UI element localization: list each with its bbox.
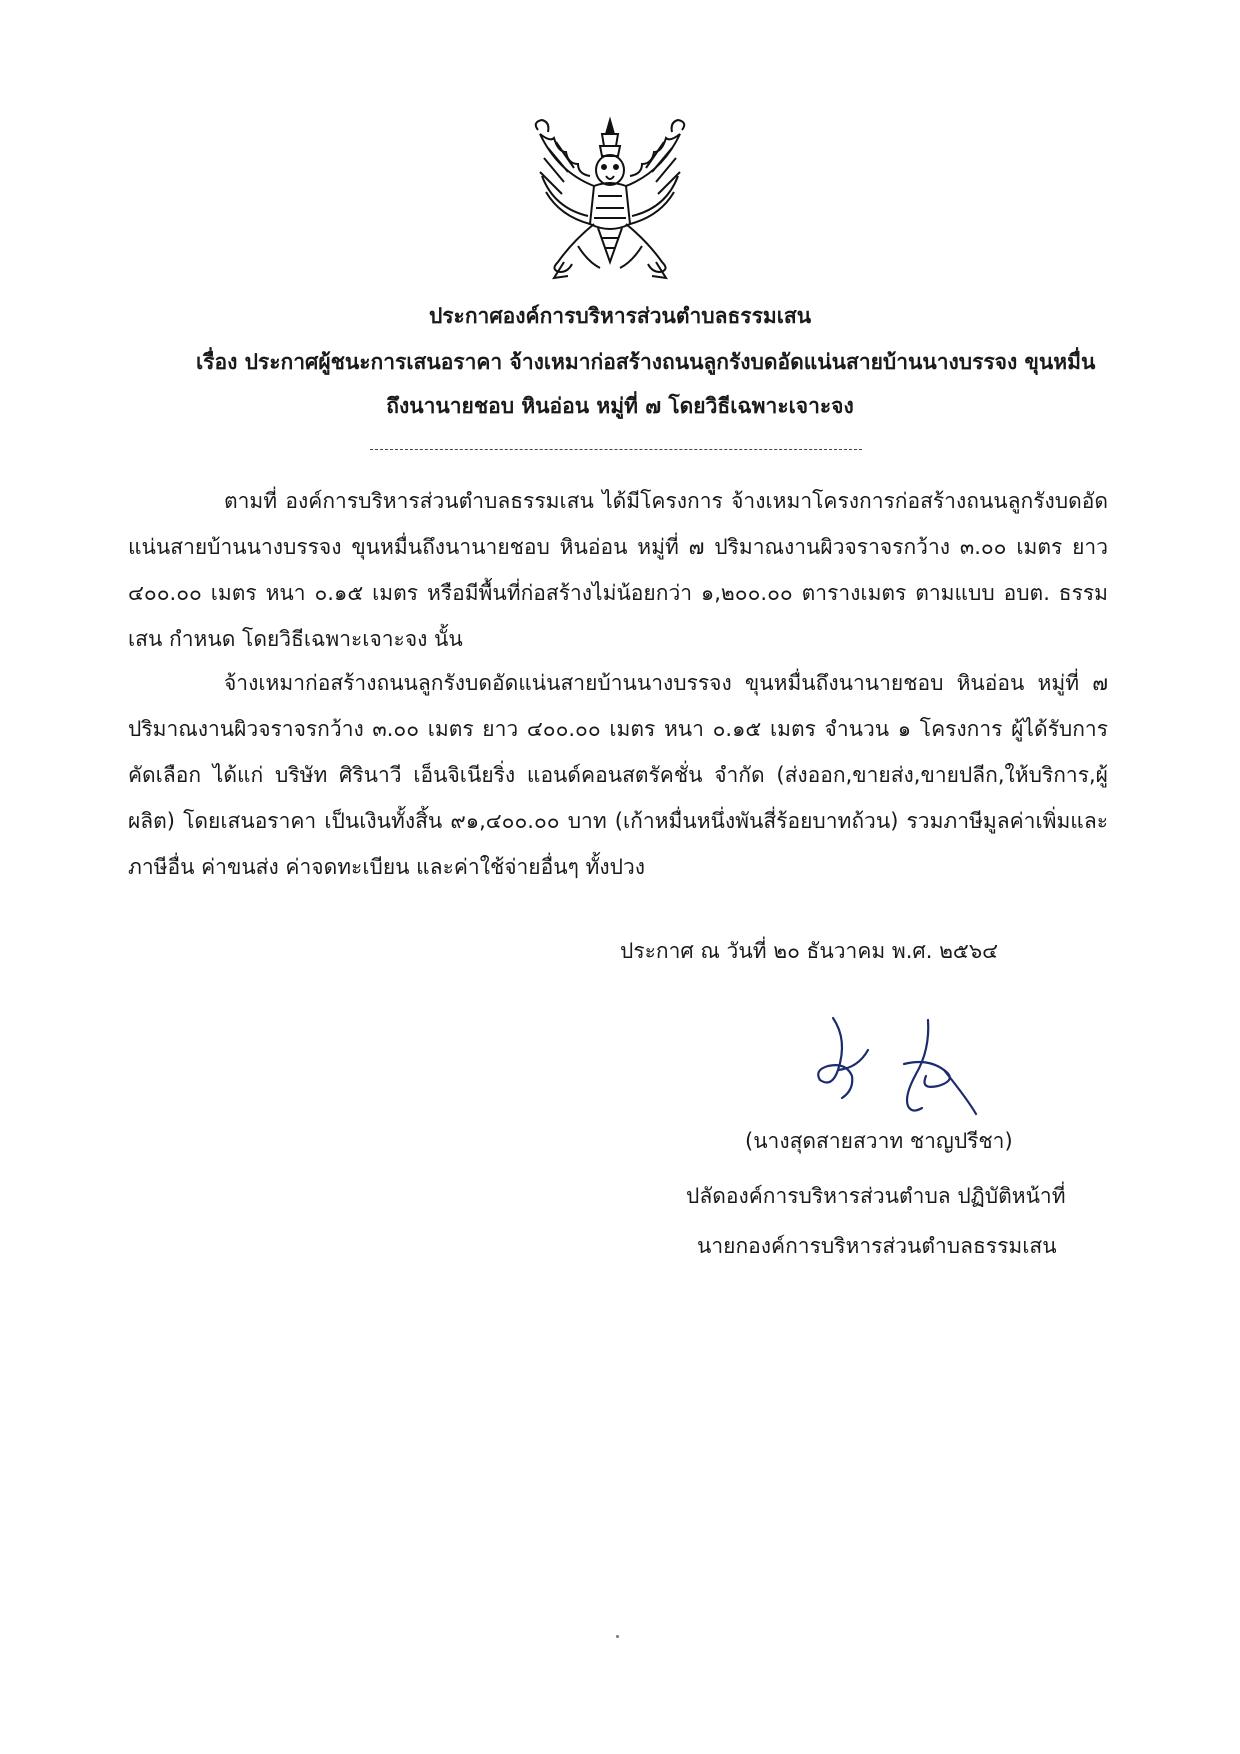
announcement-date: ประกาศ ณ วันที่ ๒๐ ธันวาคม พ.ศ. ๒๕๖๔	[620, 939, 999, 963]
signatory-position-line-1: ปลัดองค์การบริหารส่วนตำบล ปฏิบัติหน้าที่	[686, 1184, 1066, 1208]
signatory-position-line-2: นายกองค์การบริหารส่วนตำบลธรรมเสน	[697, 1234, 1057, 1258]
scan-speck	[616, 1635, 619, 1638]
title-divider	[370, 449, 862, 450]
body-paragraph-1: ตามที่ องค์การบริหารส่วนตำบลธรรมเสน ได้มีโครงการ จ้างเหมาโครงการก่อสร้างถนนลูกรังบดอัดแน่นสายบ้านนางบรรจง ขุนหมื่นถึงนานายชอบ หินอ่อน หมู่ที่ ๗ ปริมาณงานผิวจราจรกว้าง ๓.๐๐ เมตร ยาว ๔๐๐.๐๐ เมตร หนา ๐.๑๕ เมตร หรือมีพื้นที่ก่อสร้างไม่น้อยกว่า ๑,๒๐๐.๐๐ ตารางเมตร ตามแบบ อบต. ธรรมเสน กำหนด โดยวิธีเฉพาะเจาะจง นั้น	[128, 489, 1108, 651]
signatory-name: (นางสุดสายสวาท ชาญปรีชา)	[745, 1129, 1013, 1153]
garuda-emblem-icon	[528, 112, 693, 292]
body-paragraph-2: จ้างเหมาก่อสร้างถนนลูกรังบดอัดแน่นสายบ้านนางบรรจง ขุนหมื่นถึงนานายชอบ หินอ่อน หมู่ที่ ๗ ปริมาณงานผิวจราจรกว้าง ๓.๐๐ เมตร ยาว ๔๐๐.๐๐ เมตร หนา ๐.๑๕ เมตร จำนวน ๑ โครงการ ผู้ได้รับการคัดเลือก ได้แก่ บริษัท ศิรินาวี เอ็นจิเนียริ่ง แอนด์คอนสตรัคชั่น จำกัด (ส่งออก,ขายส่ง,ขายปลีก,ให้บริการ,ผู้ผลิต) โดยเสนอราคา เป็นเงินทั้งสิ้น ๙๑,๔๐๐.๐๐ บาท (เก้าหมื่นหนึ่งพันสี่ร้อยบาทถ้วน) รวมภาษีมูลค่าเพิ่มและภาษีอื่น ค่าขนส่ง ค่าจดทะเบียน และค่าใช้จ่ายอื่นๆ ทั้งปวง	[128, 671, 1108, 879]
announcement-title: ประกาศองค์การบริหารส่วนตำบลธรรมเสน	[428, 304, 812, 328]
handwritten-signature-icon	[808, 1010, 1008, 1120]
announcement-subject-line-1: เรื่อง ประกาศผู้ชนะการเสนอราคา จ้างเหมาก่อสร้างถนนลูกรังบดอัดแน่นสายบ้านนางบรรจง ขุนหมื่น	[196, 350, 1096, 374]
announcement-subject-line-2: ถึงนานายชอบ หินอ่อน หมู่ที่ ๗ โดยวิธีเฉพาะเจาะจง	[386, 394, 854, 418]
